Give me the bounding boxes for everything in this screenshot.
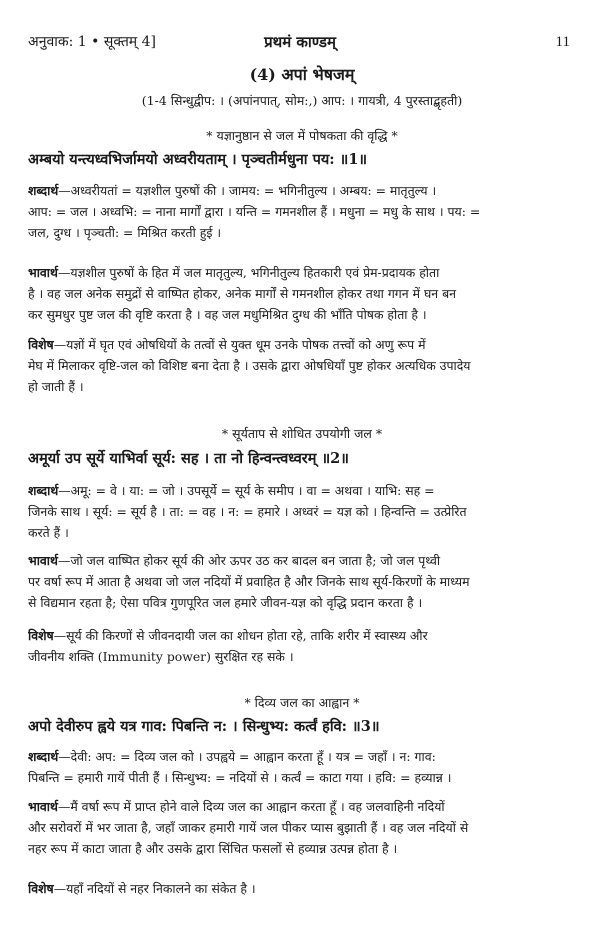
paragraph-line: —जो जल वाष्पित होकर सूर्य की ओर ऊपर उठ कर बादल बन जाता है; जो जल पृथ्वी bbox=[57, 553, 441, 568]
paragraph-shabdarth bbox=[28, 180, 576, 243]
mantra-verse: अपो देवीरुप ह्वये यत्र गाव: पिबन्ति न: । सिन्धुभ्य: कर्त्वं हवि: ॥3॥ bbox=[28, 718, 380, 735]
paragraph-label: भावार्थ bbox=[28, 799, 58, 814]
paragraph-label: शब्दार्थ bbox=[28, 749, 59, 764]
paragraph-bhavarth bbox=[28, 550, 576, 613]
page-number: 11 bbox=[555, 34, 570, 50]
paragraph-line: है । वह जल अनेक समुद्रों से वाष्पित होकर, अनेक मार्गों से गमनशील होकर तथा गगन में घन बन bbox=[28, 286, 457, 301]
paragraph-label: विशेष bbox=[28, 881, 54, 896]
paragraph-label: विशेष bbox=[28, 337, 54, 352]
paragraph-line: —देवी: अप: = दिव्य जल को । उपह्वये = आह्वान करता हूँ । यत्र = जहाँ । न: गाव: bbox=[58, 749, 436, 764]
section-heading: * दिव्य जल का आह्वान * bbox=[244, 695, 360, 710]
paragraph-shabdarth bbox=[28, 746, 576, 788]
paragraph-line: से विद्यमान रहता है; ऐसा पवित्र गुणपूरित जल हमारे जीवन-यज्ञ को वृद्धि प्रदान करता है । bbox=[28, 595, 423, 610]
paragraph-label: भावार्थ bbox=[28, 553, 58, 568]
paragraph-line: कर सुमधुर पुष्ट जल की वृष्टि करता है । वह जल मधुमिश्रित दुग्ध की भाँति पोषक होता है । bbox=[28, 307, 427, 322]
section-heading: * यज्ञानुष्ठान से जल में पोषकता की वृद्धि * bbox=[206, 128, 398, 143]
paragraph-line: जीवनीय शक्ति (Immunity power) सुरक्षित रह सके । bbox=[28, 649, 294, 664]
running-header-title: प्रथमं काण्डम् bbox=[264, 33, 336, 51]
paragraph-bhavarth bbox=[28, 796, 576, 859]
paragraph-vishesh bbox=[28, 334, 576, 397]
paragraph-line: जिनके साथ । सूर्य: = सूर्य है । ता: = वह । न: = हमारे । अध्वरं = यज्ञ को । हिन्वन्ति = उत्प्रेरित bbox=[28, 504, 467, 519]
mantra-verse: अम्बयो यन्त्यध्वभिर्जामयो अध्वरीयताम् । पृञ्चतीर्मधुना पय: ॥1॥ bbox=[28, 151, 368, 168]
section-heading: * सूर्यताप से शोधित उपयोगी जल * bbox=[221, 426, 383, 441]
paragraph-label: शब्दार्थ bbox=[28, 183, 59, 198]
paragraph-label: विशेष bbox=[28, 628, 54, 643]
paragraph-vishesh bbox=[28, 878, 576, 899]
paragraph-vishesh bbox=[28, 625, 576, 667]
paragraph-bhavarth bbox=[28, 262, 576, 325]
paragraph-shabdarth bbox=[28, 480, 576, 543]
running-header-left: अनुवाक: 1 • सूक्तम् 4] bbox=[28, 34, 156, 50]
paragraph-line: पिबन्ति = हमारी गायें पीती हैं । सिन्धुभ्य: = नदियों से । कर्त्वं = काटा गया । हवि: = हव्यान्न । bbox=[28, 770, 452, 785]
paragraph-line: —अमू: = वे । या: = जो । उपसूर्ये = सूर्य के समीप । वा = अथवा । याभि: सह = bbox=[58, 483, 435, 498]
paragraph-line: —सूर्य की किरणों से जीवनदायी जल का शोधन होता रहे, ताकि शरीर में स्वास्थ्य और bbox=[53, 628, 428, 643]
paragraph-line: —यज्ञशील पुरुषों के हित में जल मातृतुल्य, भगिनीतुल्य हितकारी एवं प्रेम-प्रदायक होता bbox=[57, 265, 440, 280]
hymn-title: (4) अपां भेषजम् bbox=[249, 65, 355, 84]
paragraph-line: मेघ में मिलाकर वृष्टि-जल को विशिष्ट बना देता है । उसके द्वारा ओषधियाँ पुष्ट होकर अत्यधिक उपादेय bbox=[28, 358, 471, 373]
paragraph-line: नहर रूप में काटा जाता है और उसके द्वारा सिंचित फसलों से हव्यान्न उत्पन्न होता है । bbox=[28, 841, 398, 856]
paragraph-line: —यहाँ नदियों से नहर निकालने का संकेत है । bbox=[53, 881, 256, 896]
paragraph-line: —अध्वरीयतां = यज्ञशील पुरुषों की । जामय: = भगिनीतुल्य । अम्बय: = मातृतुल्य । bbox=[58, 183, 437, 198]
paragraph-line: हो जाती हैं । bbox=[28, 379, 84, 394]
mantra-verse: अमूर्या उप सूर्ये याभिर्वा सूर्य: सह । ता नो हिन्वन्त्वध्वरम् ॥2॥ bbox=[28, 450, 349, 467]
paragraph-line: —यज्ञों में घृत एवं ओषधियों के तत्वों से युक्त धूम उनके पोषक तत्त्वों को अणु रूप में bbox=[53, 337, 426, 352]
paragraph-line: करते हैं । bbox=[28, 525, 69, 540]
paragraph-label: शब्दार्थ bbox=[28, 483, 59, 498]
paragraph-line: जल, दुग्ध । पृञ्चती: = मिश्रित करती हुई । bbox=[28, 225, 222, 240]
paragraph-line: और सरोवरों में भर जाता है, जहाँ जाकर हमारी गायें जल पीकर प्यास बुझाती हैं । वह जल नदियों से bbox=[28, 820, 469, 835]
paragraph-line: पर वर्षा रूप में आता है अथवा जो जल नदियों में प्रवाहित है और जिनके साथ सूर्य-किरणों के माध्यम bbox=[28, 574, 470, 589]
paragraph-line: —मैं वर्षा रूप में प्राप्त होने वाले दिव्य जल का आह्वान करता हूँ । वह जलवाहिनी नदियों bbox=[57, 799, 445, 814]
paragraph-line: आप: = जल । अध्वभि: = नाना मार्गों द्वारा । यन्ति = गमनशील हैं । मधुना = मधु के साथ । पय: = bbox=[28, 204, 481, 219]
paragraph-label: भावार्थ bbox=[28, 265, 58, 280]
hymn-subtitle: (1-4 सिन्धुद्वीप: । (अपांनपात्, सोम:,) आप: । गायत्री, 4 पुरस्ताद्बृहती) bbox=[141, 93, 463, 108]
